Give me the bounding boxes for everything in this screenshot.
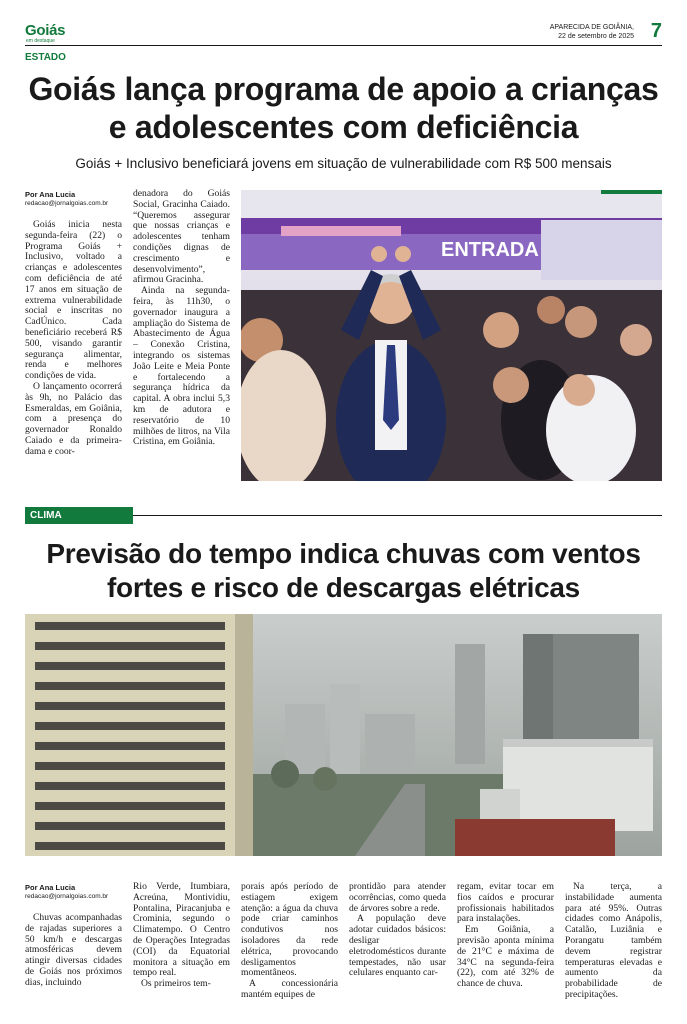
article2-column-2 — [133, 882, 230, 1008]
masthead — [25, 20, 662, 46]
paragraph: Os primeiros tem- — [141, 978, 211, 990]
article1-column-2 — [133, 189, 230, 485]
section-label-clima: CLIMA — [25, 507, 133, 524]
paragraph: Ainda na segunda-feira, às 11h30, o governador inaugura a ampliação do Sistema de Abastecimento de Água – Conexão Cristina, integrando os sistemas João Leite e Meia Ponte e fortalecendo a segurança hídrica da capital. A obra inclui 5,3 km de adutora e reservatório de 10 milhões de litros, na Vila Cristina, em Goiânia. — [133, 285, 230, 448]
headline-line-1: Previsão do tempo indica chuvas com ventos — [46, 538, 641, 569]
photo-banner-text: ENTRADA — [441, 239, 539, 261]
logo-text: Goiás — [25, 22, 66, 39]
headline-line-2: fortes e risco de descargas elétricas — [107, 572, 580, 603]
photo-rainy-city — [25, 614, 662, 856]
byline-article1 — [25, 190, 125, 208]
byline-article2 — [25, 883, 125, 901]
headline-article2 — [25, 537, 662, 605]
author-name: Por Ana Lucia — [25, 190, 76, 199]
publication-info — [550, 23, 634, 41]
paragraph: prontidão para atender ocorrências, como queda de árvores sobre a rede. — [349, 882, 446, 914]
location-line: APARECIDA DE GOIÂNIA, — [549, 24, 634, 31]
article2-column-5 — [457, 882, 554, 1008]
article2-column-4 — [349, 882, 446, 1008]
paragraph: Rio Verde, Itumbiara, Acreúna, Montividiu, Pontalina, Piracanjuba e Crominia, segundo o Climatempo. O Centro de Operações Integradas (COI) da Equatorial monitora a situação em tempo real. — [133, 882, 230, 979]
author-email[interactable]: redacao@jornalgoias.com.br — [25, 893, 109, 900]
headline-article1 — [25, 70, 662, 146]
section-label-estado: ESTADO — [25, 52, 66, 63]
date-line: 22 de setembro de 2025 — [558, 33, 634, 40]
paragraph: regam, evitar tocar em fios caídos e procurar profissionais habilitados para instalações. — [457, 882, 554, 925]
article2-column-3 — [241, 882, 338, 1008]
paragraph: porais após período de estiagem exigem atenção: a água da chuva pode criar caminhos condutivos nos isoladores da rede elétrica, provocando desligamentos momentâneos. — [241, 882, 338, 979]
author-name: Por Ana Lucia — [25, 883, 76, 892]
paragraph: A população deve adotar cuidados básicos: desligar eletrodomésticos durante tempestades, não usar celulares enquanto car- — [349, 913, 446, 979]
article2-column-6 — [565, 882, 662, 1008]
newspaper-logo[interactable] — [25, 22, 85, 46]
paragraph: denadora do Goiás Social, Gracinha Caiado. “Queremos assegurar que nossas crianças e adolescentes tenham condições dignas de crescimento e desenvolvimento”, afirmou Gracinha. — [133, 189, 230, 286]
city-photo-illustration — [25, 614, 662, 856]
article1-column-1 — [25, 220, 122, 485]
headline-line-2: e adolescentes com deficiência — [108, 109, 579, 145]
paragraph: Na terça, a instabilidade aumenta para até 95%. Outras cidades como Anápolis, Catalão, Luziânia e Porangatu também devem registrar temperaturas elevadas e aumento da probabilidade de precipitações. — [565, 882, 662, 1000]
section-divider — [133, 515, 662, 516]
subheadline-article1: Goiás + Inclusivo beneficiará jovens em situação de vulnerabilidade com R$ 500 mensais — [75, 156, 612, 171]
paragraph: A concessionária mantém equipes de — [241, 978, 338, 1000]
logo-subtitle: em destaque — [26, 38, 55, 44]
event-photo-illustration — [241, 190, 662, 481]
page-number: 7 — [650, 20, 662, 42]
paragraph: Goiás inicia nesta segunda-feira (22) o Programa Goiás + Inclusivo, voltado a crianças e adolescentes com deficiência de até 17 anos em situação de extrema vulnerabilidade social e inscritas no CadÚnico. Cada beneficiário receberá R$ 500, visando garantir segurança alimentar, renda e melhores condições de vida. — [25, 220, 122, 382]
paragraph: Em Goiânia, a previsão aponta mínima de 21°C e máxima de 34°C na segunda-feira (22), com até 32% de chance de chuva. — [457, 924, 554, 990]
article2-column-1 — [25, 913, 122, 1008]
author-email[interactable]: redacao@jornalgoias.com.br — [25, 200, 109, 207]
headline-line-1: Goiás lança programa de apoio a crianças — [28, 71, 659, 107]
photo-governor-event — [241, 190, 662, 481]
paragraph: Chuvas acompanhadas de rajadas superiores a 50 km/h e descargas atmosféricas devem atingir diversas cidades de Goiás nos próximos dias, incluindo — [25, 913, 122, 988]
paragraph: O lançamento ocorrerá às 9h, no Palácio das Esmeraldas, em Goiânia, com a presença do governador Ronaldo Caiado e da primeira-dama e coor- — [25, 380, 122, 457]
